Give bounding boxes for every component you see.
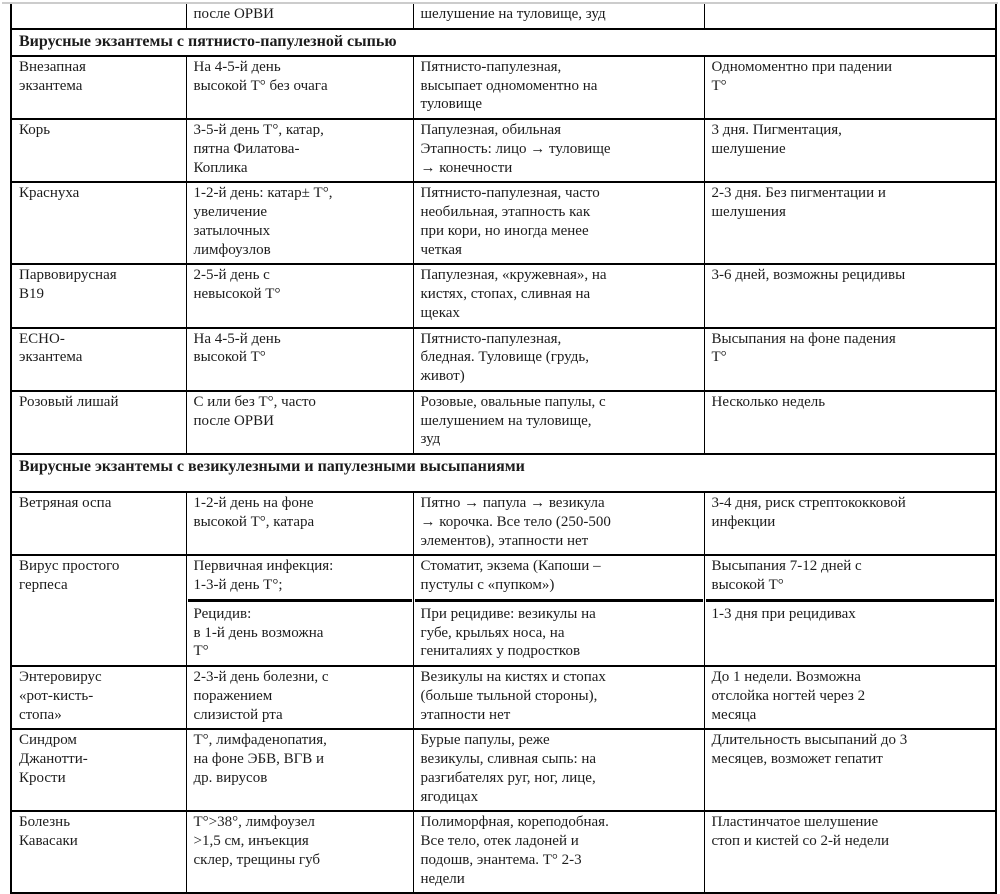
cell-block [194, 605, 407, 661]
cell-block [421, 184, 698, 259]
cell-block [19, 494, 180, 513]
onset-fever-cell [186, 264, 413, 327]
rash-character-cell [413, 391, 704, 454]
onset-fever-cell [186, 391, 413, 454]
text-line: 3-5-й день Т°, катар, [193, 122, 324, 138]
table-row [11, 555, 996, 666]
text-line: Т° [711, 77, 727, 94]
onset-fever-cell [186, 555, 413, 666]
text-line: Стоматит, экзема (Капоши – [420, 558, 601, 575]
duration-outcome-cell [704, 391, 996, 454]
text-line: стопа» [19, 706, 62, 723]
text-line: поражением [193, 687, 273, 704]
text-line: др. вирусов [193, 769, 268, 786]
text-line: 2-3-й день болезни, с [193, 669, 329, 685]
text-line: лимфоузлов [193, 241, 271, 258]
text-line: 2-3 дня. Без пигментации и [711, 185, 886, 202]
text-line: недели [420, 870, 465, 887]
text-line: При рецидиве: везикулы на [420, 605, 596, 622]
cell-block [421, 5, 698, 24]
table-row [11, 729, 996, 811]
duration-outcome-cell [704, 729, 996, 811]
text-line: Синдром [19, 732, 77, 749]
cell-block [194, 5, 407, 24]
onset-fever-cell [186, 182, 413, 264]
disease-cell [11, 729, 186, 811]
cell-block [712, 605, 990, 624]
cell-block [421, 121, 698, 177]
table-row [11, 119, 996, 182]
text-line: Высыпания на фоне падения [711, 330, 896, 347]
text-line: Полиморфная, кореподобная. [420, 814, 609, 831]
duration-outcome-cell [704, 811, 996, 893]
text-line: пустулы с «пупком») [420, 577, 555, 593]
disease-cell [11, 56, 186, 119]
cell-block [194, 266, 407, 304]
rash-character-cell [413, 729, 704, 811]
text-line: Корь [19, 122, 51, 138]
cell-block [421, 557, 698, 595]
disease-cell [11, 119, 186, 182]
text-line: Несколько недель [711, 393, 826, 410]
text-line: этапности нет [420, 706, 511, 723]
text-line: Высыпания 7-12 дней с [711, 558, 862, 575]
cell-block [194, 494, 407, 532]
disease-cell [11, 391, 186, 454]
cell-block [712, 494, 990, 532]
cell-block [194, 184, 407, 259]
cell-block [712, 330, 990, 368]
cell-block [421, 58, 698, 114]
text-line: элементов), этапности нет [420, 532, 589, 549]
text-line: слизистой рта [193, 706, 283, 723]
rash-character-cell [413, 56, 704, 119]
text-line: живот) [420, 368, 465, 384]
continuation-row [11, 4, 996, 29]
text-line: склер, трещины губ [193, 851, 321, 868]
cell-block [421, 668, 698, 724]
duration-outcome-cell [704, 182, 996, 264]
disease-cell [11, 264, 186, 327]
text-line: четкая [420, 241, 462, 258]
text-line: 1-2-й день на фоне [193, 495, 314, 511]
cell-block [712, 58, 990, 96]
rash-character-cell [413, 555, 704, 666]
cell-block [194, 330, 407, 368]
text-line: 3-6 дней, возможны рецидивы [711, 267, 906, 284]
text-line: 1-2-й день: катар± Т°, [193, 185, 333, 202]
text-line: герпеса [19, 577, 68, 593]
table-row [11, 264, 996, 327]
text-line: Длительность высыпаний до 3 [711, 732, 908, 749]
rash-character-cell [413, 4, 704, 29]
text-line: невысокой Т° [193, 286, 281, 302]
text-line: На 4-5-й день [193, 58, 281, 75]
duration-outcome-cell [704, 264, 996, 327]
section-title: Вирусные экзантемы с пятнисто-папулезной сыпью [11, 29, 996, 56]
text-line: Энтеровирус [19, 669, 102, 685]
text-line: Везикулы на кистях и стопах [420, 669, 606, 685]
onset-fever-cell [186, 4, 413, 29]
text-line: необильная, этапность как [420, 204, 591, 220]
text-line: шелушение на туловище, зуд [420, 6, 606, 22]
rash-character-cell [413, 666, 704, 729]
cell-block [194, 668, 407, 724]
section-row [11, 29, 996, 56]
text-line: Все тело, отек ладоней и [420, 833, 579, 849]
text-line: (больше тыльной стороны), [420, 687, 598, 704]
text-line: Т°>38°, лимфоузел [193, 814, 315, 831]
text-line: после ОРВИ [193, 412, 274, 429]
cell-block [194, 121, 407, 177]
table-container [0, 4, 1000, 894]
text-line: губе, крыльях носа, на [420, 624, 565, 641]
cell-block [19, 266, 180, 304]
text-line: экзантема [19, 349, 83, 366]
text-line: До 1 недели. Возможна [711, 669, 861, 685]
text-line: Одномоментно при падении [711, 58, 893, 75]
table-row [11, 666, 996, 729]
text-line: увеличение [193, 204, 268, 220]
viral-exanthems-table [10, 4, 997, 894]
thick-divider [415, 599, 703, 602]
text-line: затылочных [193, 222, 271, 239]
text-line: месяцев, возможет гепатит [711, 751, 883, 767]
cell-block [712, 393, 990, 412]
section-row [11, 454, 996, 492]
text-line: месяца [711, 706, 757, 723]
duration-outcome-cell [704, 119, 996, 182]
text-line: на фоне ЭБВ, ВГВ и [193, 751, 325, 767]
text-line: Т°, лимфаденопатия, [193, 732, 327, 749]
text-line: высыпает одномоментно на [420, 77, 598, 94]
text-line: На 4-5-й день [193, 330, 281, 347]
text-line: ECHO- [19, 330, 65, 347]
rash-character-cell [413, 811, 704, 893]
table-body [11, 4, 996, 893]
text-line: Т° [711, 349, 727, 366]
cell-block [19, 330, 180, 368]
cell-block [421, 813, 698, 888]
text-line: 2-5-й день с [193, 267, 270, 284]
text-line: Пластинчатое шелушение [711, 814, 879, 831]
text-line: высокой Т°, катара [193, 513, 315, 530]
text-line: туловище [420, 96, 483, 113]
text-line: Ветряная оспа [19, 495, 112, 511]
cell-block [712, 668, 990, 724]
rash-character-cell [413, 264, 704, 327]
text-line: ягодицах [420, 788, 479, 805]
rash-character-cell [413, 492, 704, 555]
text-line: стоп и кистей со 2-й недели [711, 833, 890, 849]
duration-outcome-cell [704, 4, 996, 29]
text-line: при кори, но иногда менее [420, 222, 589, 239]
text-line: бледная. Туловище (грудь, [420, 349, 589, 366]
cell-block [194, 813, 407, 869]
cell-block [194, 58, 407, 96]
text-line: Болезнь [19, 814, 71, 831]
rash-character-cell [413, 328, 704, 391]
thick-divider [706, 599, 995, 602]
disease-cell [11, 182, 186, 264]
duration-outcome-cell [704, 56, 996, 119]
text-line: Этапность: лицо → туловище [420, 140, 611, 157]
cell-block [421, 330, 698, 386]
onset-fever-cell [186, 729, 413, 811]
table-row [11, 492, 996, 555]
cell-block [421, 494, 698, 550]
cell-block [421, 731, 698, 806]
cell-block [421, 266, 698, 322]
text-line: Папулезная, «кружевная», на [420, 267, 607, 284]
document-page [0, 2, 1000, 887]
text-line: высокой Т° без очага [193, 77, 328, 94]
text-line: Крости [19, 769, 66, 786]
disease-cell [11, 328, 186, 391]
text-line: разгибателях руг, ног, лице, [420, 769, 596, 786]
text-line: >1,5 см, инъекция [193, 833, 309, 849]
duration-outcome-cell [704, 666, 996, 729]
cell-block [712, 557, 990, 595]
onset-fever-cell [186, 119, 413, 182]
onset-fever-cell [186, 666, 413, 729]
text-line: инфекции [711, 513, 776, 530]
text-line: 1-3-й день Т°; [193, 577, 283, 593]
text-line: Внезапная [19, 58, 86, 75]
text-line: Джанотти- [19, 751, 88, 767]
disease-cell [11, 666, 186, 729]
table-row [11, 811, 996, 893]
text-line: 3-4 дня, риск стрептококковой [711, 495, 906, 511]
text-line: везикулы, сливная сыпь: на [420, 751, 597, 767]
cell-block [19, 184, 180, 203]
disease-cell [11, 811, 186, 893]
cell-block [19, 393, 180, 412]
text-line: Розовые, овальные папулы, с [420, 393, 606, 410]
cell-block [194, 557, 407, 595]
cell-block [19, 668, 180, 724]
cell-block [19, 813, 180, 851]
cell-block [421, 605, 698, 661]
table-row [11, 328, 996, 391]
text-line: Коплика [193, 159, 248, 176]
text-line: 3 дня. Пигментация, [711, 122, 842, 138]
text-line: гениталиях у подростков [420, 643, 581, 660]
text-line: Кавасаки [19, 833, 78, 849]
text-line: отслойка ногтей через 2 [711, 687, 866, 704]
text-line: Краснуха [19, 185, 80, 202]
rash-character-cell [413, 119, 704, 182]
onset-fever-cell [186, 811, 413, 893]
table-row [11, 391, 996, 454]
text-line: Бурые папулы, реже [420, 732, 550, 749]
text-line: шелушением на туловище, [420, 412, 592, 429]
disease-cell [11, 555, 186, 666]
text-line: Папулезная, обильная [420, 122, 562, 138]
text-line: кистях, стопах, сливная на [420, 286, 591, 302]
duration-outcome-cell [704, 555, 996, 666]
rash-character-cell [413, 182, 704, 264]
cell-block [712, 184, 990, 222]
text-line: высокой Т° [711, 577, 784, 593]
text-line: Вирус простого [19, 558, 120, 575]
text-line: после ОРВИ [193, 6, 274, 22]
cell-block [712, 813, 990, 851]
text-line: Пятнисто-папулезная, часто [420, 185, 600, 202]
text-line: пятна Филатова- [193, 140, 300, 157]
text-line: в 1-й день возможна [193, 624, 324, 641]
text-line: высокой Т° [193, 349, 266, 366]
text-line: 1-3 дня при рецидивах [711, 605, 856, 622]
text-line: Первичная инфекция: [193, 558, 334, 575]
cell-block [712, 731, 990, 769]
section-title: Вирусные экзантемы с везикулезными и папулезными высыпаниями [11, 454, 996, 492]
cell-block [421, 393, 698, 449]
cell-block [194, 393, 407, 431]
cell-block [712, 121, 990, 159]
text-line: щеках [420, 304, 460, 321]
text-line: Парвовирусная [19, 267, 117, 284]
text-line: зуд [420, 431, 441, 448]
cell-block [19, 731, 180, 787]
duration-outcome-cell [704, 492, 996, 555]
text-line: шелушение [711, 140, 786, 157]
thick-divider [188, 599, 412, 602]
text-line: → конечности [420, 159, 513, 176]
cell-block [19, 121, 180, 140]
text-line: → корочка. Все тело (250-500 [420, 513, 611, 530]
text-line: Пятнисто-папулезная, [420, 330, 562, 347]
onset-fever-cell [186, 328, 413, 391]
duration-outcome-cell [704, 328, 996, 391]
text-line: экзантема [19, 77, 83, 94]
cell-block [194, 731, 407, 787]
disease-cell [11, 4, 186, 29]
text-line: С или без Т°, часто [193, 393, 316, 410]
text-line: Рецидив: [193, 605, 252, 622]
text-line: Пятно → папула → везикула [420, 495, 605, 511]
cell-block [19, 58, 180, 96]
table-row [11, 56, 996, 119]
text-line: Пятнисто-папулезная, [420, 58, 562, 75]
text-line: B19 [19, 286, 45, 302]
text-line: Т° [193, 643, 209, 660]
table-row [11, 182, 996, 264]
text-line: Розовый лишай [19, 393, 119, 410]
onset-fever-cell [186, 492, 413, 555]
onset-fever-cell [186, 56, 413, 119]
cell-block [19, 557, 180, 595]
text-line: шелушения [711, 204, 786, 220]
text-line: подошв, энантема. Т° 2-3 [420, 851, 582, 868]
cell-block [712, 266, 990, 285]
disease-cell [11, 492, 186, 555]
text-line: «рот-кисть- [19, 687, 94, 704]
